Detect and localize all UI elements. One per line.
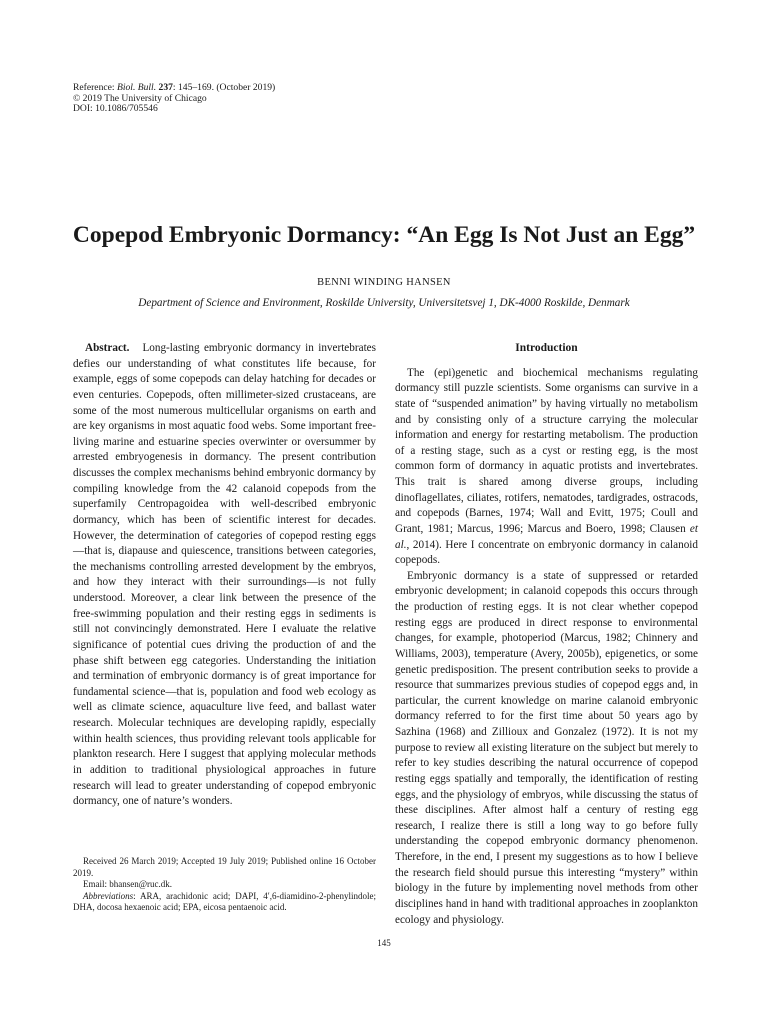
intro-p1-etal: et al. <box>395 522 698 551</box>
abbreviations <box>73 891 376 914</box>
reference-line-citation <box>73 83 275 94</box>
intro-p1-text-b: , 2014). Here I concentrate on embryonic dormancy in calanoid copepods. <box>395 538 698 567</box>
journal-name: Biol. Bull. <box>116 82 157 93</box>
received-dates: Received 26 March 2019; Accepted 19 July 2019; Published online 16 October 2019. <box>73 856 376 878</box>
footnotes <box>73 856 376 914</box>
introduction-column <box>395 341 698 928</box>
abbreviations-text: : ARA, arachidonic acid; DAPI, 4′,6-diamidino-2-phenylindole; DHA, docosa hexaenoic acid; EPA, eicosa pentaenoic acid. <box>73 890 376 913</box>
page-number: 145 <box>377 938 391 948</box>
abstract-paragraph <box>73 341 376 810</box>
copyright-line: © 2019 The University of Chicago <box>73 92 207 104</box>
author-name: BENNI WINDING HANSEN <box>317 277 451 288</box>
doi-line: DOI: 10.1086/705546 <box>73 103 158 115</box>
reference-block <box>73 83 275 115</box>
author-affiliation: Department of Science and Environment, Roskilde University, Universitetsvej 1, DK-4000 Roskilde, Denmark <box>138 297 630 309</box>
abbreviations-label: Abbreviations <box>83 890 134 901</box>
abstract-text: Long-lasting embryonic dormancy in invertebrates defies our understanding of what constitutes life because, for example, eggs of some copepods can delay hatching for decades or even centuries. Copepods, often millimeter-sized crustaceans, are some of the most numerous multicellular organisms on earth and are key organisms in most aquatic food webs. Some important free-living marine and estuarine species overwinter or oversummer by arrested embryogenesis in dormancy. The present contribution discusses the complex mechanisms behind embryonic dormancy by compiling knowledge from the 42 calanoid copepods from the superfamily Centropagoidea with well-described embryonic dormancy, which has been of scientific interest for decades. However, the determination of categories of copepod resting eggs—that is, diapause and quiescence, transitions between categories, the mechanisms controlling arrested development by the embryos, and how they interact with their surroundings—is not fully understood. Moreover, a clear link between the presence of the free-swimming population and their resting eggs in sediments is still not convincingly demonstrated. Here I evaluate the relative significance of potential cues driving the production of and the phase shift between egg categories. Understanding the initiation and termination of embryonic dormancy is of great importance for fundamental science—that is, population and food web ecology as well as climate science, aquaculture live feed, and ballast water research. Molecular techniques are developing rapidly, especially within health sciences, thus providing relevant tools applicable for plankton research. Here I suggest that applying molecular methods in addition to traditional physiological approaches in future research will lead to greater understanding of copepod embryonic dormancy, one of nature’s wonders. <box>73 342 376 808</box>
reference-prefix: Reference: <box>73 82 117 93</box>
intro-p1-text-a: The (epi)genetic and biochemical mechanisms regulating dormancy still puzzle scientists. Some organisms can survive in a state of “suspended animation” by having virtually no metabolism and by consisting only of a structure carrying the molecular information and energy for restarting metabolism. The production of a resting stage, such as a cyst or resting egg, is the most common form of dormancy in aquatic protists and invertebrates. This trait is shared among diverse groups, including dinoflagellates, ciliates, rotifers, nematodes, tardigrades, ostracods, and copepods (Barnes, 1974; Wall and Evitt, 1975; Coull and Grant, 1981; Marcus, 1996; Marcus and Boero, 1998; Clausen <box>395 366 698 535</box>
contact-email: Email: bhansen@ruc.dk. <box>83 879 173 890</box>
journal-pages: : 145–169. (October 2019) <box>172 82 276 93</box>
introduction-paragraph-2: Embryonic dormancy is a state of suppressed or retarded embryonic development; in calanoid copepods this occurs through the production of resting eggs. It is not clear whether copepod resting eggs are produced in direct response to environmental changes, for example, photoperiod (Marcus, 1982; Chinnery and Williams, 2003), temperature (Avery, 2005b), epigenetics, or some genetic predisposition. The present contribution seeks to provide a resource that summarizes previous studies of copepod eggs and, in particular, the current knowledge on marine calanoid embryonic dormancy referred to for the first time about 50 years ago by Sazhina (1968) and Zillioux and Gonzalez (1972). It is not my purpose to review all existing literature on the subject but merely to refer to key studies describing the natural occurrence of copepod resting eggs spatially and temporally, the identification of resting eggs, and the physiology of embryos, while discussing the status of these disciplines. After almost half a century of resting egg research, I realize there is still a long way to go before fully understanding the copepod embryonic dormancy phenomenon. Therefore, in the end, I present my suggestions as to how I believe the research field should pursue this interesting “mystery” within biology in the future by implementing novel methods from other disciplines hand in hand with traditional approaches in zooplankton ecology and physiology. <box>395 569 698 926</box>
paper-title: Copepod Embryonic Dormancy: “An Egg Is Not Just an Egg” <box>72 222 696 248</box>
introduction-paragraph-1 <box>395 366 698 569</box>
journal-volume: 237 <box>158 82 173 93</box>
introduction-heading: Introduction <box>515 342 578 354</box>
abstract-column <box>73 341 376 810</box>
abstract-label: Abstract. <box>85 342 130 354</box>
